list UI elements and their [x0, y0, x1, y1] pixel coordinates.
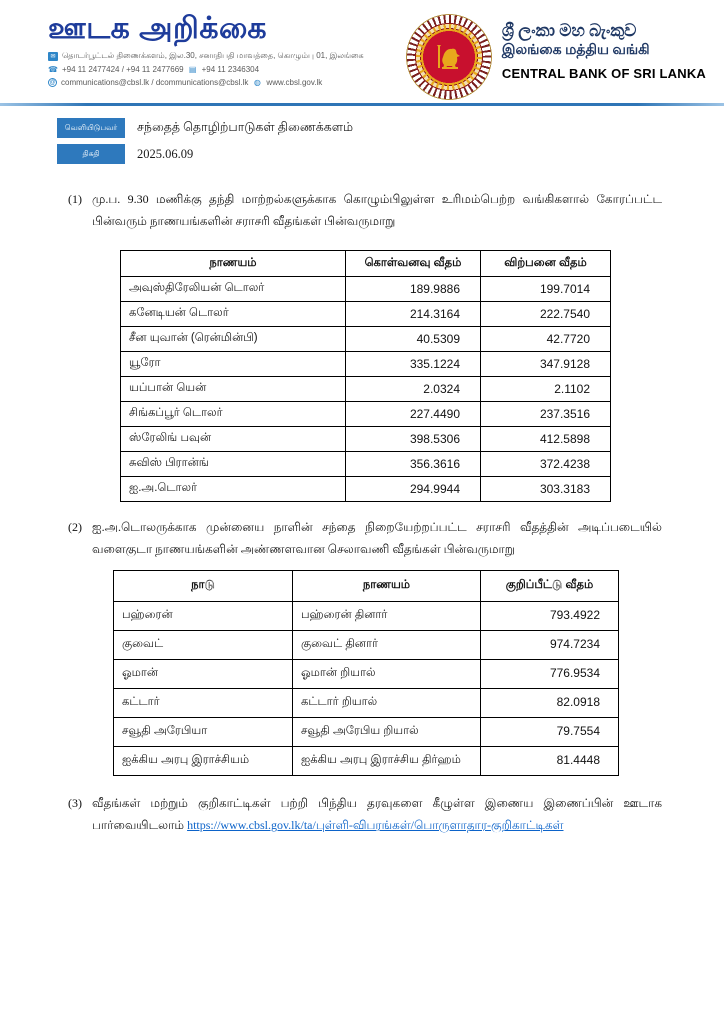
table-row	[114, 602, 619, 631]
printer-icon: ▤	[188, 65, 197, 74]
currency-cell: குவைட் தினார்	[293, 631, 481, 660]
bank-name-tamil: இலங்கை மத்திய வங்கி	[501, 43, 650, 59]
date-row	[57, 144, 353, 164]
rate-cell: 974.7234	[481, 631, 619, 660]
table-row	[121, 327, 611, 352]
paragraph-3	[68, 792, 662, 836]
selling-cell: 199.7014	[481, 277, 611, 302]
selling-cell: 42.7720	[481, 327, 611, 352]
rate-cell: 82.0918	[481, 689, 619, 718]
buying-cell: 227.4490	[346, 402, 481, 427]
currency-cell: கட்டார் றியால்	[293, 689, 481, 718]
selling-cell: 412.5898	[481, 427, 611, 452]
paragraph-3-text	[92, 792, 662, 836]
table-row	[114, 689, 619, 718]
paragraph-2	[68, 516, 662, 560]
table-row	[121, 277, 611, 302]
paragraph-2-number: (2)	[68, 520, 82, 534]
table2-header-row	[114, 571, 619, 602]
selling-cell: 372.4238	[481, 452, 611, 477]
table-row	[121, 352, 611, 377]
issuer-row	[57, 118, 353, 138]
buying-cell: 40.5309	[346, 327, 481, 352]
selling-cell: 303.3183	[481, 477, 611, 502]
rate-cell: 793.4922	[481, 602, 619, 631]
table-row	[114, 660, 619, 689]
contact-block	[48, 51, 364, 87]
table1-selling-header: விற்பனை வீதம்	[481, 251, 611, 277]
currency-cell: ஸ்ரேலிங் பவுன்	[121, 427, 346, 452]
email-line	[48, 78, 364, 87]
header	[48, 12, 706, 100]
table-row	[121, 427, 611, 452]
email-addresses: communications@cbsl.lk / dcommunications@cbsl.lk	[61, 78, 249, 87]
envelope-icon: ✉	[48, 52, 58, 61]
phone-icon: ☎	[48, 65, 58, 74]
statistics-link[interactable]: https://www.cbsl.gov.lk/ta/புள்ளி-விபரங்கள்/பொருளாதார-குறிகாட்டிகள்	[187, 818, 564, 832]
country-cell: ஐக்கிய அரபு இராச்சியம்	[114, 747, 293, 776]
phone-numbers: +94 11 2477424 / +94 11 2477669	[62, 65, 184, 74]
currency-cell: யூரோ	[121, 352, 346, 377]
phone-line	[48, 65, 364, 74]
table-row	[121, 452, 611, 477]
table-row	[114, 631, 619, 660]
bank-name-english: CENTRAL BANK OF SRI LANKA	[501, 65, 706, 81]
country-cell: ஓமான்	[114, 660, 293, 689]
table-row	[121, 302, 611, 327]
table-row	[121, 377, 611, 402]
bank-name-sinhala: ශ්‍රී ලංකා මහ බැංකුව	[501, 21, 637, 40]
central-bank-seal-logo	[406, 14, 492, 100]
paragraph-1-number: (1)	[68, 192, 82, 206]
table2-rate-header: குறிப்பீட்டு வீதம்	[481, 571, 619, 602]
buying-cell: 2.0324	[346, 377, 481, 402]
table2-currency-header: நாணயம்	[293, 571, 481, 602]
country-cell: கட்டார்	[114, 689, 293, 718]
address-line	[48, 51, 364, 61]
buying-cell: 356.3616	[346, 452, 481, 477]
lion-emblem-icon	[432, 40, 466, 74]
masthead-title: ஊடக அறிக்கை	[48, 12, 268, 45]
currency-cell: சீன யுவான் (ரென்மின்பி)	[121, 327, 346, 352]
release-meta	[57, 118, 353, 170]
currency-cell: ஐக்கிய அரபு இராச்சிய திர்ஹம்	[293, 747, 481, 776]
exchange-rates-table	[120, 250, 611, 502]
header-divider	[0, 103, 724, 106]
bank-identity	[406, 12, 706, 100]
buying-cell: 335.1224	[346, 352, 481, 377]
selling-cell: 2.1102	[481, 377, 611, 402]
country-cell: பஹ்ரைன்	[114, 602, 293, 631]
currency-cell: ஓமான் றியால்	[293, 660, 481, 689]
paragraph-1	[68, 188, 662, 232]
fax-number: +94 11 2346304	[201, 65, 260, 74]
country-cell: குவைட்	[114, 631, 293, 660]
table1-buying-header: கொள்வனவு வீதம்	[346, 251, 481, 277]
table-row	[114, 747, 619, 776]
paragraph-2-text: ஐ.அ.டொலருக்காக முன்னைய நாளின் சந்தை நிறையேற்றப்பட்ட சராசரி வீதத்தின் அடிப்படையில் வளைகுடா நாணயங்களின் அண்ணளவான செலாவணி வீதங்கள் பின்வருமாறு	[92, 520, 662, 556]
bank-names	[502, 14, 706, 81]
currency-cell: சவூதி அரேபிய றியால்	[293, 718, 481, 747]
table1-body	[121, 277, 611, 502]
currency-cell: சுவிஸ் பிரான்ங்	[121, 452, 346, 477]
table-row	[114, 718, 619, 747]
date-label-badge: திகதி	[57, 144, 125, 164]
table2-body	[114, 602, 619, 776]
currency-cell: கனேடியன் டொலர்	[121, 302, 346, 327]
table2-country-header: நாடு	[114, 571, 293, 602]
issuer-value: சந்தைத் தொழிற்பாடுகள் திணைக்களம்	[137, 120, 354, 134]
paragraph-3-prefix: வீதங்கள் மற்றும் குறிகாட்டிகள் பற்றி பிந்திய தரவுகளை கீழுள்ள இணைய இணைப்பின் ஊடாக பார்வையிடலாம்	[92, 796, 662, 832]
table1-currency-header: நாணயம்	[121, 251, 346, 277]
buying-cell: 398.5306	[346, 427, 481, 452]
currency-cell: ஐ.அ.டொலர்	[121, 477, 346, 502]
currency-cell: யப்பான் யென்	[121, 377, 346, 402]
rate-cell: 81.4448	[481, 747, 619, 776]
rate-cell: 776.9534	[481, 660, 619, 689]
buying-cell: 214.3164	[346, 302, 481, 327]
currency-cell: பஹ்ரைன் தினார்	[293, 602, 481, 631]
document-body	[68, 188, 662, 836]
address-text: தொடர்பூட்டல் திணைக்களம், இல.30, சனாதிபதி மாவத்தை, கொழும்பு 01, இலங்கை	[62, 51, 364, 60]
buying-cell: 189.9886	[346, 277, 481, 302]
currency-cell: அவுஸ்திரேலியன் டொலர்	[121, 277, 346, 302]
website-url: www.cbsl.gov.lk	[266, 78, 323, 87]
rate-cell: 79.7554	[481, 718, 619, 747]
at-icon: @	[49, 79, 56, 86]
table-row	[121, 477, 611, 502]
issuer-label-badge: வெளியிடுபவர்	[57, 118, 125, 138]
paragraph-1-text: மு.ப. 9.30 மணிக்கு தந்தி மாற்றல்களுக்காக கொழும்பிலுள்ள உரிமம்பெற்ற வங்கிகளால் கோரப்பட்ட பின்வரும் நாணயங்களின் சராசரி வீதங்கள் பின்வருமாறு	[92, 192, 662, 228]
selling-cell: 222.7540	[481, 302, 611, 327]
country-cell: சவூதி அரேபியா	[114, 718, 293, 747]
table1-header-row	[121, 251, 611, 277]
buying-cell: 294.9944	[346, 477, 481, 502]
selling-cell: 347.9128	[481, 352, 611, 377]
masthead	[48, 12, 364, 100]
paragraph-3-number: (3)	[68, 796, 82, 810]
gulf-currency-rates-table	[113, 570, 619, 776]
globe-icon: ◍	[253, 78, 261, 87]
table-row	[121, 402, 611, 427]
date-value: 2025.06.09	[137, 146, 194, 161]
currency-cell: சிங்கப்பூர் டொலர்	[121, 402, 346, 427]
selling-cell: 237.3516	[481, 402, 611, 427]
